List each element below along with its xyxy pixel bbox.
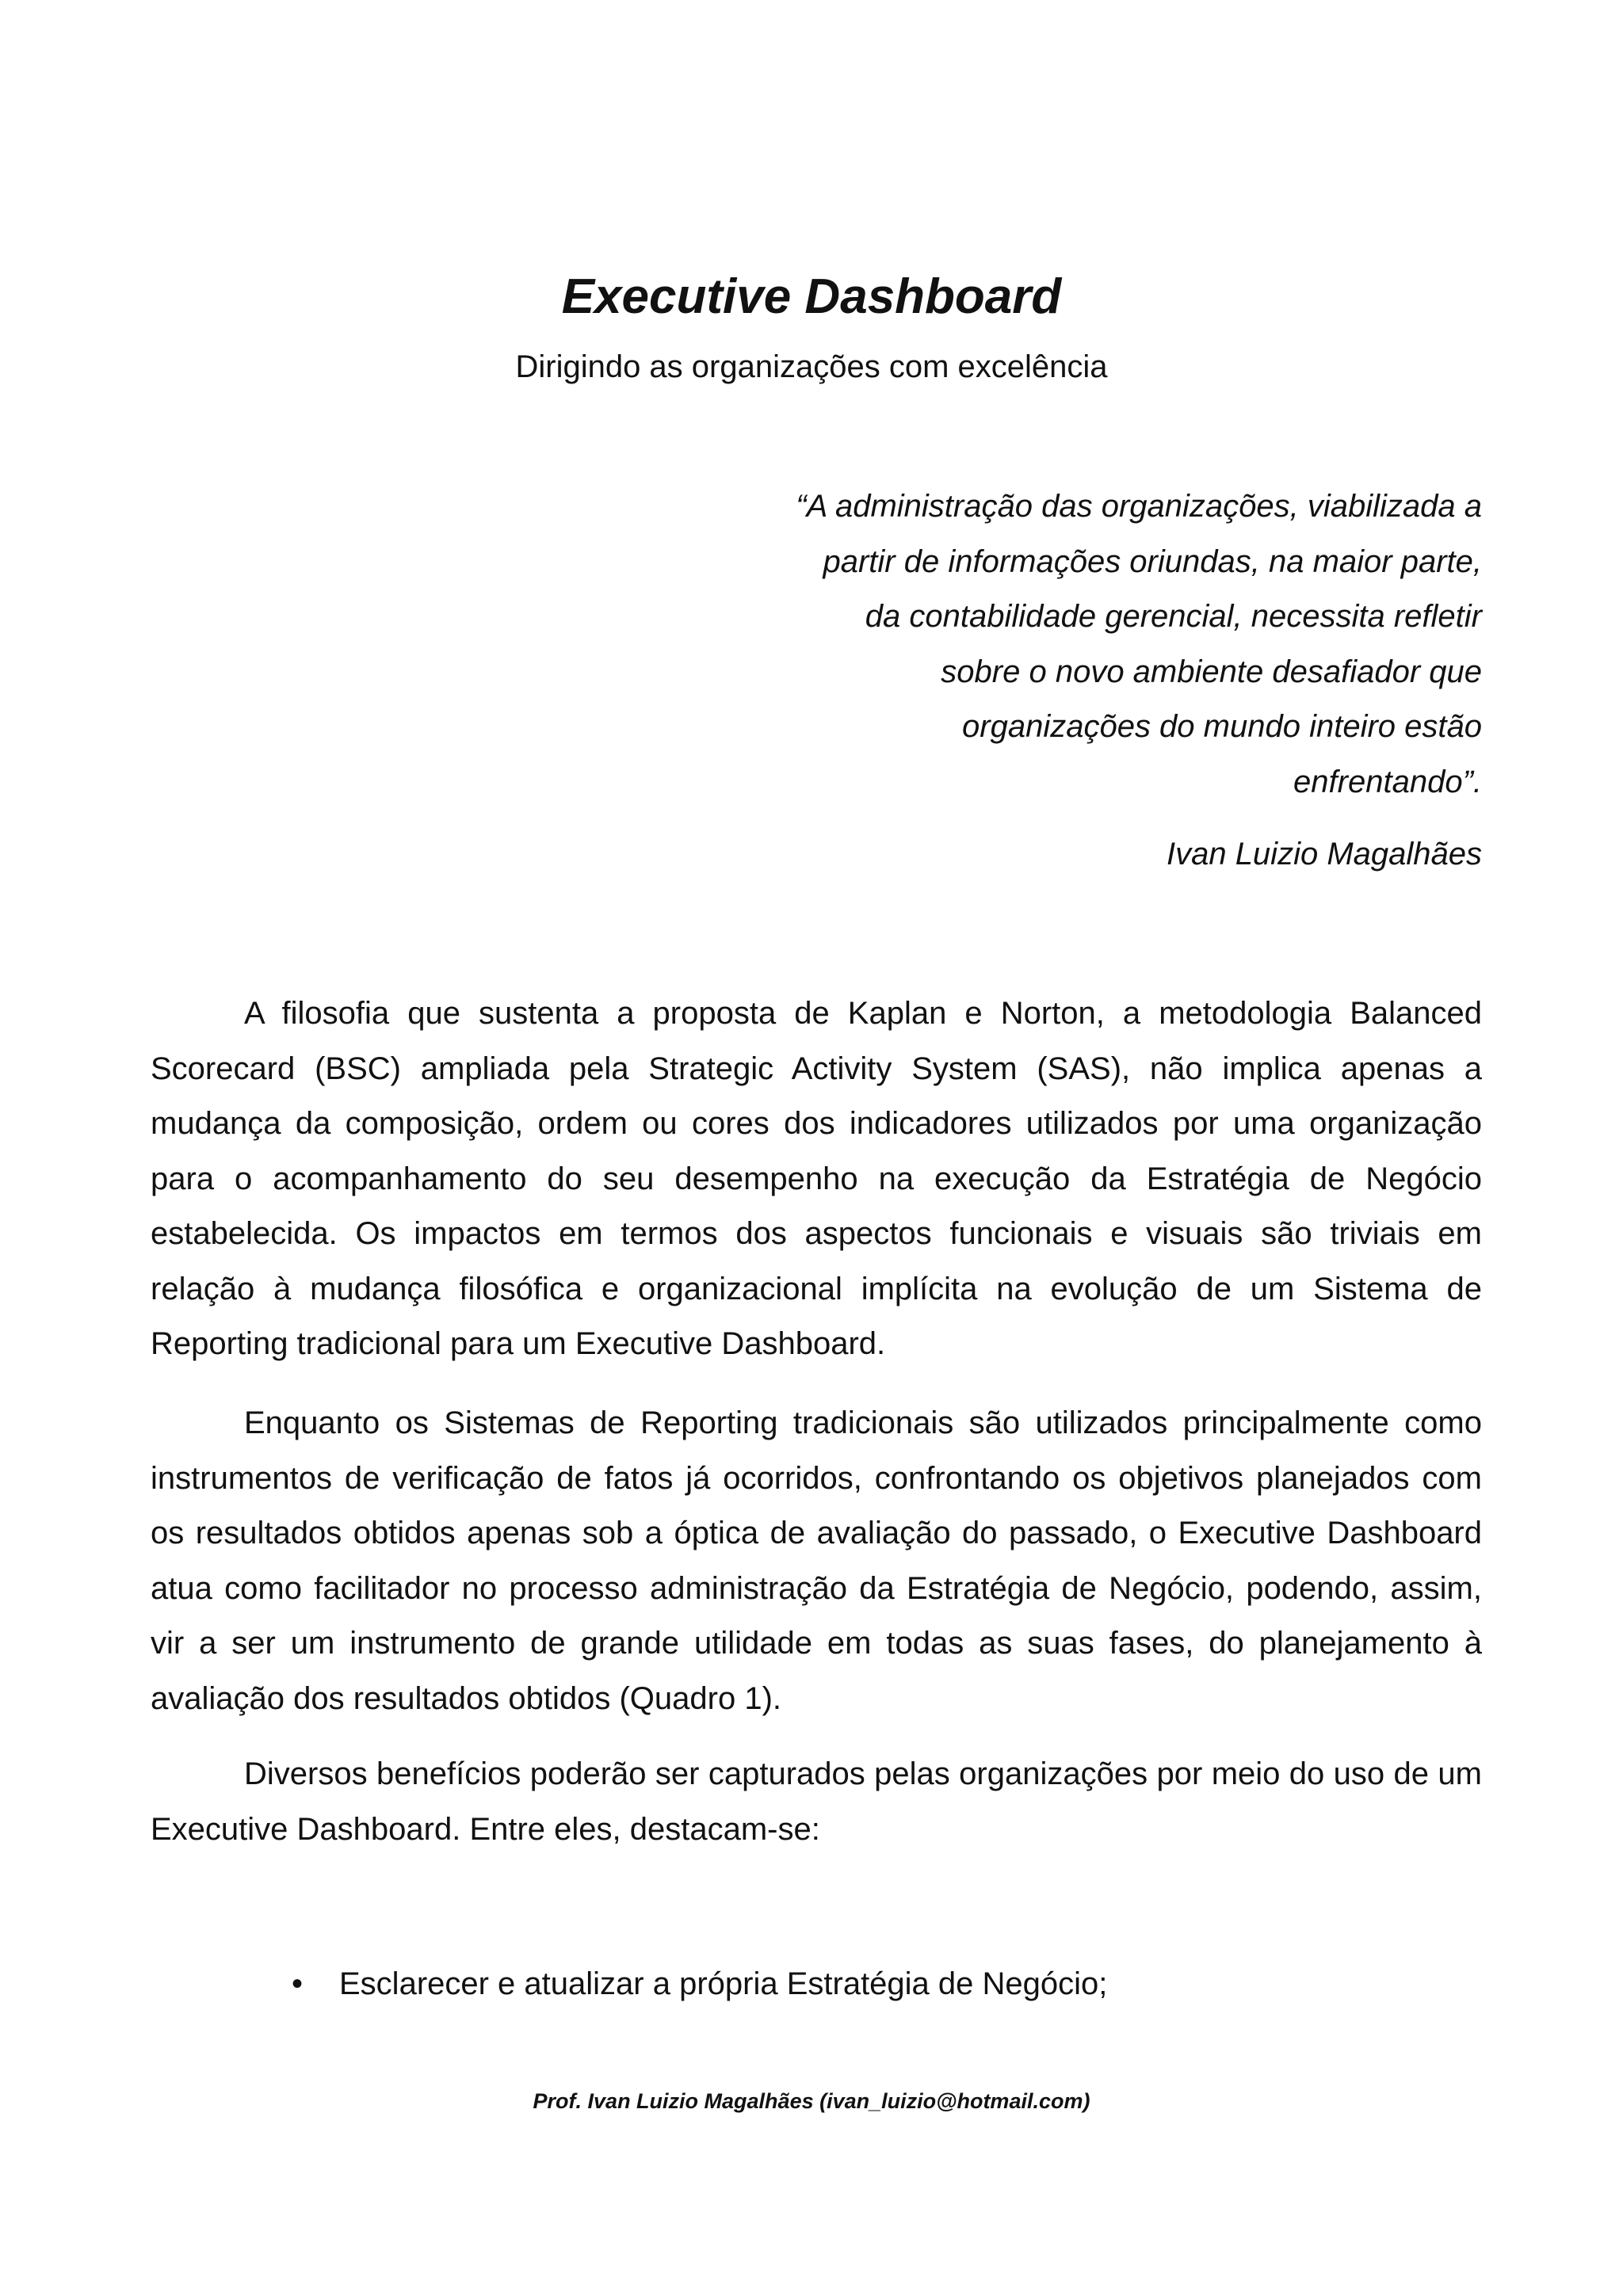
list-item (151, 1957, 1482, 2012)
list-item-text: Esclarecer e atualizar a própria Estratégia de Negócio; (339, 1966, 1108, 2001)
epigraph-author: Ivan Luizio Magalhães (1166, 837, 1482, 871)
bullet-icon: • (292, 1966, 304, 2001)
document-title: Executive Dashboard (561, 269, 1062, 324)
body-paragraph-3: Diversos benefícios poderão ser capturados pelas organizações por meio do uso de um Executive Dashboard. Entre eles, destacam-se: (151, 1756, 1482, 1847)
body-paragraph-1: A filosofia que sustenta a proposta de Kaplan e Norton, a metodologia Balanced Scorecard (BSC) ampliada pela Strategic Activity System (SAS), não implica apenas a mudança da composição, ordem ou cores dos indicadores utilizados por uma organização para o acompanhamento do seu desempenho na execução da Estratégia de Negócio estabelecida. Os impactos em termos dos aspectos funcionais e visuais são triviais em relação à mudança filosófica e organizacional implícita na evolução de um Sistema de Reporting tradicional para um Executive Dashboard. (151, 996, 1482, 1361)
epigraph-quote: “A administração das organizações, viabilizada a partir de informações oriundas, na maior parte, da contabilidade gerencial, necessita refletir sobre o novo ambiente desafiador que organizações do mundo inteiro estão enfrentando”. (796, 489, 1482, 799)
benefits-list (151, 1957, 1482, 2012)
page-footer: Prof. Ivan Luizio Magalhães (ivan_luizio@hotmail.com) (533, 2089, 1090, 2113)
document-subtitle: Dirigindo as organizações com excelência (515, 349, 1108, 384)
body-paragraph-2: Enquanto os Sistemas de Reporting tradicionais são utilizados principalmente como instrumentos de verificação de fatos já ocorridos, confrontando os objetivos planejados com os resultados obtidos apenas sob a óptica de avaliação do passado, o Executive Dashboard atua como facilitador no processo administração da Estratégia de Negócio, podendo, assim, vir a ser um instrumento de grande utilidade em todas as suas fases, do planejamento à avaliação dos resultados obtidos (Quadro 1). (151, 1405, 1482, 1716)
